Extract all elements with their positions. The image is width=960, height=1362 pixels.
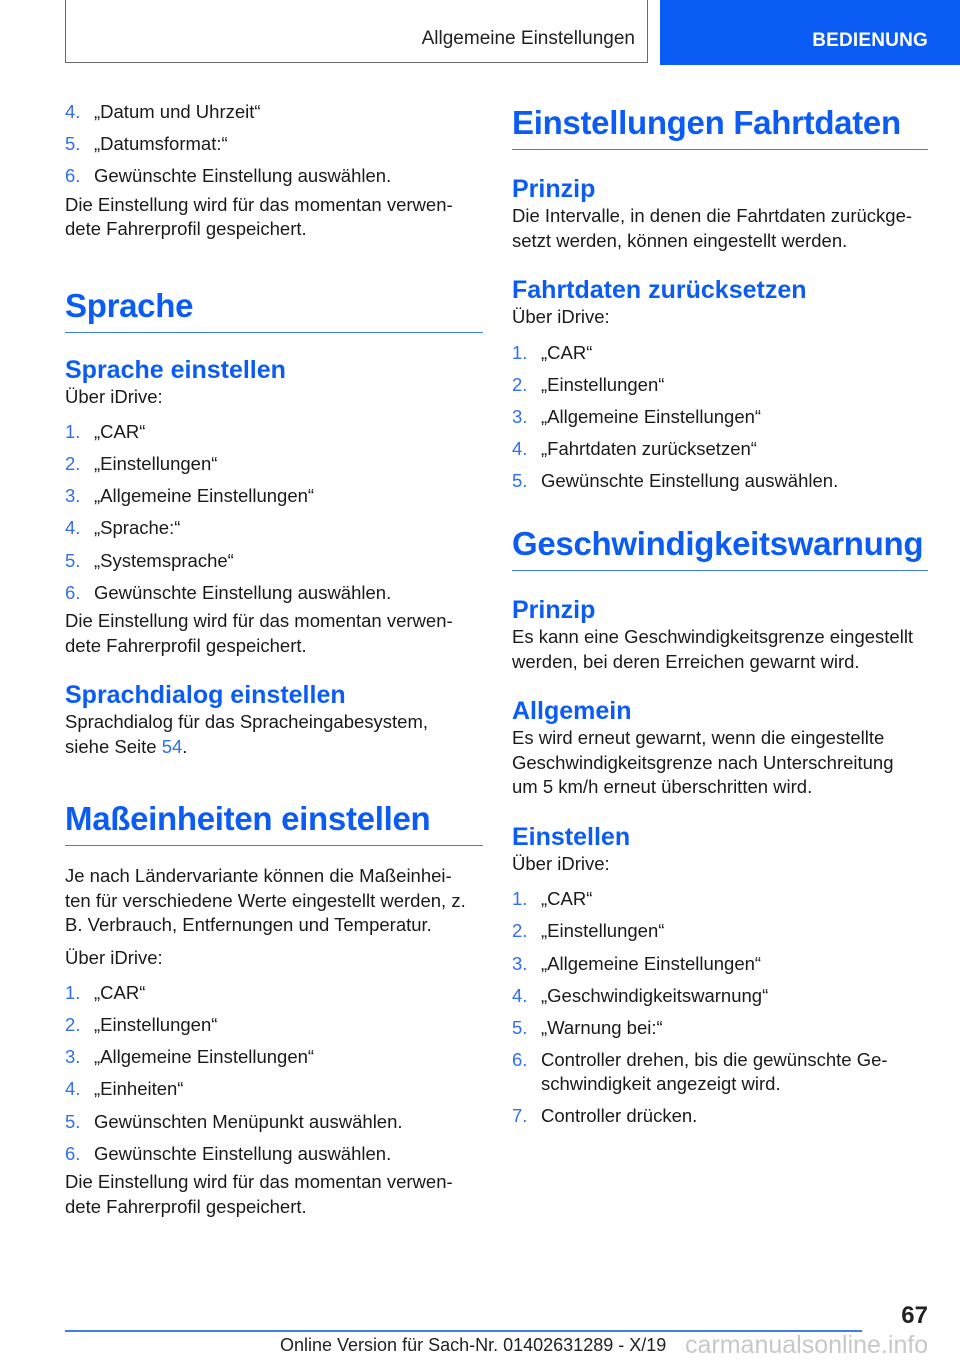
step-item (512, 469, 928, 494)
fahrtdaten-steps (512, 341, 928, 494)
step-number: 1. (512, 888, 528, 910)
step-text: „Warnung bei:“ (541, 1016, 663, 1038)
watermark: carmanualsonline.info (685, 1331, 929, 1359)
step-number: 2. (65, 453, 81, 475)
step-item (65, 516, 483, 541)
speed-steps (512, 887, 928, 1129)
subsection-title-einstellen: Einstellen (512, 822, 631, 851)
step-text: Gewünschte Einstellung auswählen. (541, 469, 839, 491)
sprache-note: Die Einstellung wird für das momentan verwen-dete Fahrerprofil gespeichert. (65, 610, 453, 656)
step-item (512, 984, 928, 1009)
intro-note: Die Einstellung wird für das momentan verwen-dete Fahrerprofil gespeichert. (65, 193, 453, 240)
online-version-text: Online Version für Sach-Nr. 01402631289 - X/19 (280, 1335, 667, 1355)
fahrtdaten-principle-text: Die Intervalle, in denen die Fahrtdaten zurückge-setzt werden, können eingestellt werden. (512, 205, 913, 251)
section-title-geschwindigkeitswarnung: Geschwindigkeitswarnung (512, 524, 928, 571)
step-text: „CAR“ (541, 341, 593, 363)
step-number: 2. (512, 373, 528, 395)
units-steps (65, 981, 483, 1166)
page-link-54[interactable]: 54 (161, 735, 183, 757)
step-number: 4. (65, 101, 81, 122)
header-chapter-label: BEDIENUNG (812, 30, 928, 51)
step-item (512, 341, 928, 366)
step-number: 3. (65, 485, 81, 507)
step-text: „Einstellungen“ (94, 453, 218, 475)
step-text: Gewünschten Menüpunkt auswählen. (94, 1110, 403, 1132)
subsection-title-sprachdialog: Sprachdialog einstellen (65, 681, 346, 710)
step-item (65, 1110, 483, 1135)
step-number: 7. (512, 1105, 528, 1127)
step-text: „Datum und Uhrzeit“ (94, 101, 261, 122)
step-item (65, 132, 483, 157)
step-item (512, 919, 928, 944)
subsection-title-prinzip: Prinzip (512, 596, 596, 625)
step-number: 5. (65, 1110, 81, 1132)
speed-principle-text: Es kann eine Geschwindigkeitsgrenze eingestellt werden, bei deren Erreichen gewarnt wird. (512, 626, 914, 672)
step-item (65, 1077, 483, 1102)
step-text: Controller drücken. (541, 1105, 698, 1127)
step-item (65, 164, 483, 189)
step-text: „Einstellungen“ (541, 373, 665, 395)
step-item (512, 887, 928, 912)
step-item (512, 405, 928, 430)
step-text: „Systemsprache“ (94, 549, 234, 571)
sprachdialog-text-end: . (182, 735, 188, 757)
step-number: 6. (512, 1048, 528, 1070)
subsection-title-allgemein: Allgemein (512, 697, 632, 726)
step-item (65, 581, 483, 606)
sprachdialog-text-body: Sprachdialog für das Spracheingabesystem, siehe Seite (65, 711, 429, 757)
step-item (65, 420, 483, 445)
step-number: 1. (65, 982, 81, 1004)
idrive-lead: Über iDrive: (512, 306, 610, 327)
step-number: 3. (512, 405, 528, 427)
step-number: 4. (65, 517, 81, 539)
step-text: „Sprache:“ (94, 517, 181, 539)
header-section-box (65, 0, 648, 63)
step-text: „CAR“ (541, 888, 593, 910)
step-item (65, 981, 483, 1006)
step-text: Gewünschte Einstellung auswählen. (94, 165, 392, 187)
step-number: 1. (65, 421, 81, 443)
step-number: 2. (65, 1014, 81, 1036)
step-item (512, 1016, 928, 1041)
step-text: „Einstellungen“ (541, 920, 665, 942)
step-item (512, 952, 928, 977)
step-text: „Geschwindigkeitswarnung“ (541, 984, 769, 1006)
subsection-title-sprache-einstellen: Sprache einstellen (65, 355, 286, 384)
step-number: 5. (512, 1016, 528, 1038)
idrive-lead: Über iDrive: (512, 852, 610, 874)
step-text: „Allgemeine Einstellungen“ (541, 405, 762, 427)
step-item (65, 100, 483, 125)
step-item (65, 452, 483, 477)
left-column (65, 100, 483, 1219)
step-number: 4. (512, 437, 528, 459)
section-title-masseinheiten: Maßeinheiten einstellen (65, 799, 483, 846)
sprachdialog-text (65, 710, 465, 759)
header-chapter-tab (660, 0, 960, 65)
subsection-title-prinzip: Prinzip (512, 175, 596, 203)
step-text: „Allgemeine Einstellungen“ (541, 952, 762, 974)
step-item (65, 1142, 483, 1167)
step-item (512, 437, 928, 462)
header-section-title: Allgemeine Einstellungen (421, 28, 635, 49)
idrive-lead: Über iDrive: (65, 946, 163, 968)
step-item (512, 373, 928, 398)
step-number: 5. (512, 469, 528, 491)
step-number: 5. (65, 549, 81, 571)
step-text: „Fahrtdaten zurücksetzen“ (541, 437, 757, 459)
units-note: Die Einstellung wird für das momentan verwen-dete Fahrerprofil gespeichert. (65, 1171, 453, 1217)
step-text: „CAR“ (94, 421, 146, 443)
step-text: „Allgemeine Einstellungen“ (94, 485, 315, 507)
step-item (65, 1013, 483, 1038)
page-number: 67 (901, 1302, 928, 1329)
subsection-title-fahrtdaten-zuruecksetzen: Fahrtdaten zurücksetzen (512, 276, 807, 304)
step-number: 5. (65, 133, 81, 155)
section-title-sprache: Sprache (65, 286, 483, 333)
step-text: „CAR“ (94, 982, 146, 1004)
step-number: 6. (65, 1142, 81, 1164)
step-number: 2. (512, 920, 528, 942)
step-number: 3. (65, 1046, 81, 1068)
right-column (512, 100, 928, 1137)
step-text: Gewünschte Einstellung auswählen. (94, 581, 392, 603)
step-text: „Datumsformat:“ (94, 133, 228, 155)
step-text: „Einstellungen“ (94, 1014, 218, 1036)
step-item (65, 549, 483, 574)
step-text: Controller drehen, bis die gewünschte Ge-schwindigkeit angezeigt wird. (541, 1048, 888, 1095)
sprache-steps (65, 420, 483, 605)
step-number: 6. (65, 165, 81, 187)
intro-steps (65, 100, 483, 189)
step-number: 1. (512, 341, 528, 363)
step-number: 3. (512, 952, 528, 974)
step-text: „Allgemeine Einstellungen“ (94, 1046, 315, 1068)
step-text: Gewünschte Einstellung auswählen. (94, 1142, 392, 1164)
section-title-fahrtdaten: Einstellungen Fahrtdaten (512, 103, 928, 150)
speed-general-text: Es wird erneut gewarnt, wenn die eingestellte Geschwindigkeitsgrenze nach Unterschreitung um 5 km/h erneut überschritten wird. (512, 727, 894, 798)
step-item (512, 1048, 928, 1097)
step-item (512, 1104, 928, 1129)
step-number: 4. (512, 984, 528, 1006)
step-item (65, 1045, 483, 1070)
idrive-lead: Über iDrive: (65, 385, 163, 407)
step-text: „Einheiten“ (94, 1078, 184, 1100)
units-text: Je nach Ländervariante können die Maßeinhei-ten für verschiedene Werte eingestellt werden, z. B. Verbrauch, Entfernungen und Temperatur. (65, 865, 466, 936)
step-number: 6. (65, 581, 81, 603)
step-number: 4. (65, 1078, 81, 1100)
step-item (65, 484, 483, 509)
